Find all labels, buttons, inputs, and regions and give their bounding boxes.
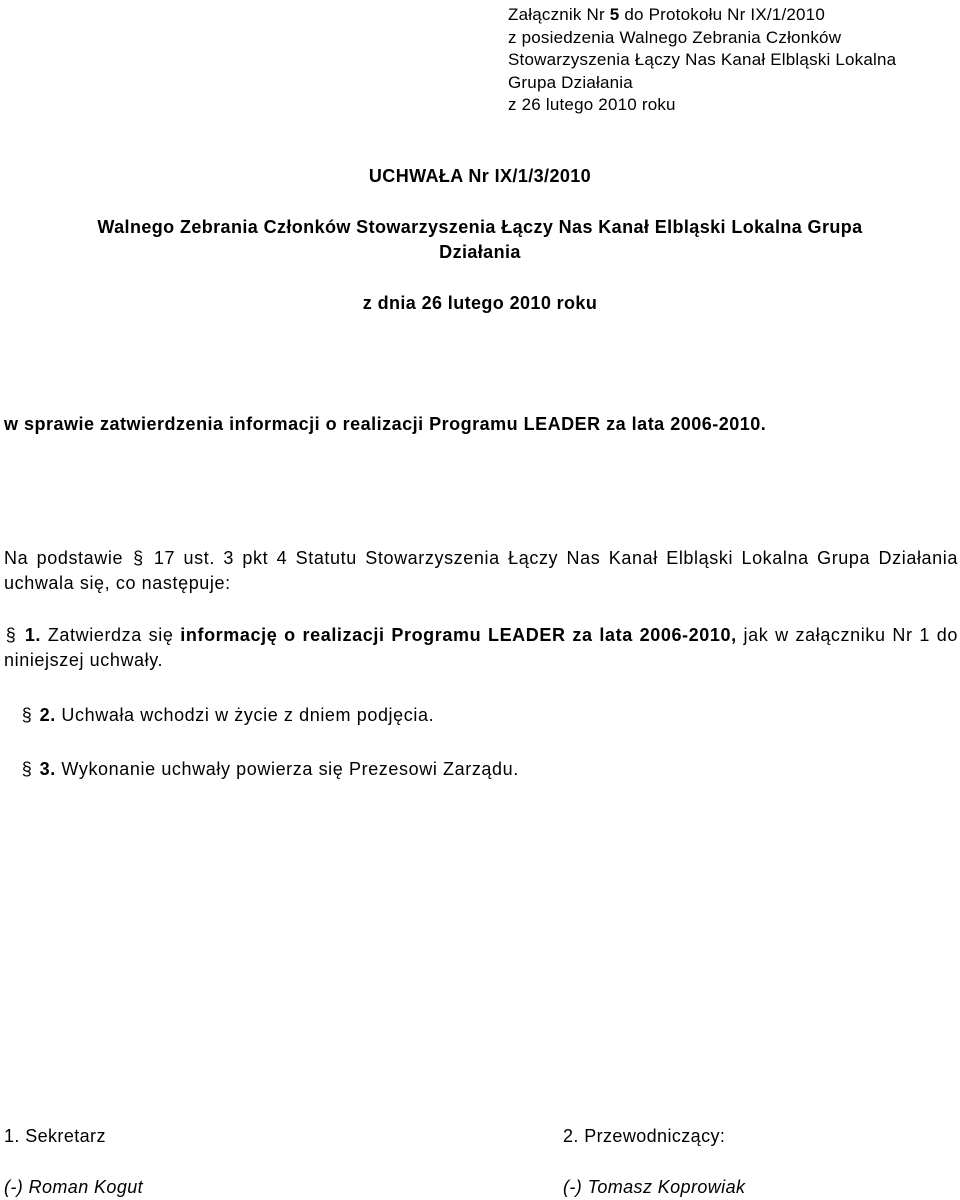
paragraph-1: § 1. Zatwierdza się informację o realizacji Programu LEADER za lata 2006-2010, jak w załączniku Nr 1 do niniejszej uchwały. <box>4 625 958 670</box>
section-symbol: § <box>5 625 17 645</box>
resolution-title: UCHWAŁA Nr IX/1/3/2010 <box>368 166 592 186</box>
secretary-name: (-) Roman Kogut <box>4 1177 144 1197</box>
chairman-name: (-) Tomasz Koprowiak <box>563 1177 746 1197</box>
paragraph-3: § 3. Wykonanie uchwały powierza się Prezesowi Zarządu. <box>20 757 960 782</box>
attachment-line-4: Grupa Działania <box>508 72 633 92</box>
resolution-subject: w sprawie zatwierdzenia informacji o realizacji Programu LEADER za lata 2006-2010. <box>4 414 767 434</box>
attachment-line-3: Stowarzyszenia Łączy Nas Kanał Elbląski Lokalna <box>508 50 897 69</box>
resolution-subtitle <box>0 215 960 265</box>
attachment-line-2: z posiedzenia Walnego Zebrania Członków <box>508 27 842 47</box>
section-symbol: § <box>133 548 144 568</box>
attachment-line-1: Załącznik Nr 5 do Protokołu Nr IX/1/2010 <box>508 5 825 24</box>
attachment-line-5: z 26 lutego 2010 roku <box>508 95 676 114</box>
resolution-date: z dnia 26 lutego 2010 roku <box>362 293 598 313</box>
paragraph-1-number: 1. <box>24 625 42 645</box>
legal-basis-paragraph: Na podstawie § 17 ust. 3 pkt 4 Statutu Stowarzyszenia Łączy Nas Kanał Elbląski Lokalna Grupa Działania uchwala się, co następuje: <box>4 548 958 593</box>
subtitle-line-1: Walnego Zebrania Członków Stowarzyszenia Łączy Nas Kanał Elbląski Lokalna Grupa <box>97 217 863 237</box>
paragraph-2-number: 2. <box>39 705 56 725</box>
subtitle-line-2: Działania <box>439 242 521 262</box>
attachment-header <box>508 4 896 117</box>
section-symbol: § <box>21 705 33 725</box>
secretary-role: 1. Sekretarz <box>4 1126 106 1146</box>
attachment-number: 5 <box>609 5 620 24</box>
paragraph-1-bold-text: informację o realizacji Programu LEADER za lata 2006-2010, <box>180 625 737 645</box>
paragraph-2: § 2. Uchwała wchodzi w życie z dniem podjęcia. <box>20 703 960 728</box>
paragraph-3-number: 3. <box>39 759 56 779</box>
chairman-role: 2. Przewodniczący: <box>563 1126 726 1146</box>
section-symbol: § <box>21 759 33 779</box>
